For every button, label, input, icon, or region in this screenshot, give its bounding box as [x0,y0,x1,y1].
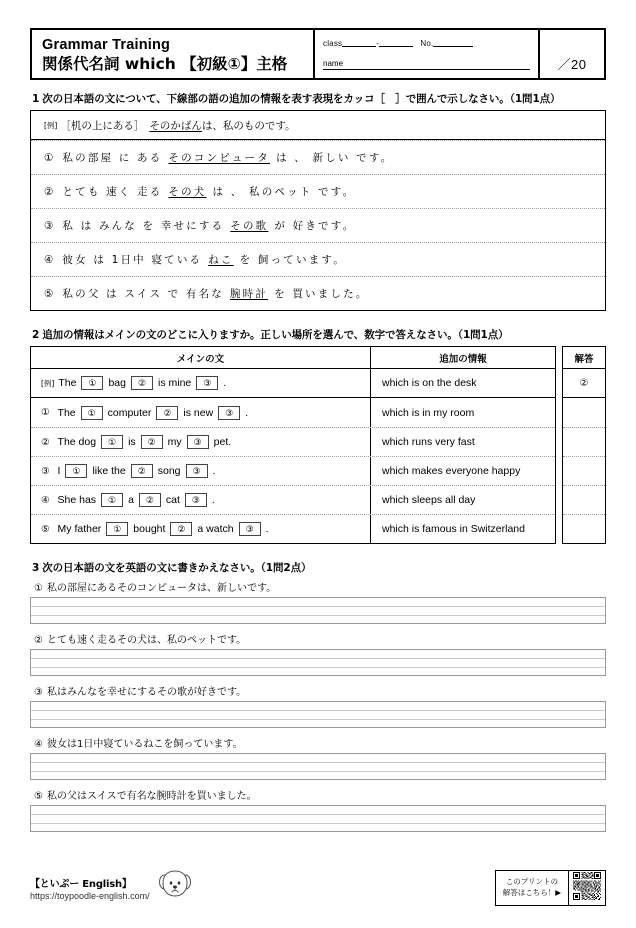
worksheet-footer [30,869,606,906]
answer-cell[interactable] [563,485,605,514]
main-sentence-cell [31,515,371,543]
section1-row[interactable] [31,174,605,208]
question-number: ⑤ [34,791,43,802]
slot-1[interactable]: ① [106,522,128,536]
answer-writing-box[interactable] [30,649,606,676]
column-header-info: 追加の情報 [439,353,487,365]
sentence-part-4: . [223,377,227,389]
additional-info-cell: which makes everyone happy [382,465,521,477]
question-japanese: とても速く走るその犬は、私のペットです。 [46,635,247,646]
question-number: ③ [34,687,43,698]
rule-line [31,607,605,616]
row-underlined: そのコンピュータ [168,152,271,164]
row-underlined: ねこ [208,254,234,266]
title-japanese: 関係代名詞 which 【初級①】主格 [42,54,288,73]
row-number: ③ [41,465,50,477]
question-japanese: 私はみんなを幸せにするその歌が好きです。 [46,687,247,698]
rule-line [31,806,605,815]
sentence-part-2: computer [107,406,152,419]
answer-column-header: 解答 [563,347,605,369]
section1-row[interactable] [31,242,605,276]
sentence-part-4: . [212,465,216,477]
answer-writing-box[interactable] [30,597,606,624]
table-header-row [31,347,555,369]
section2-heading [32,327,606,342]
slot-3[interactable]: ③ [239,522,261,536]
table-row[interactable] [31,427,555,456]
additional-info-cell: which is famous in Switzerland [382,523,525,535]
section1-row[interactable] [31,208,605,242]
section1-number: 1 [32,93,40,105]
score-block [540,30,604,78]
slot-3[interactable]: ③ [218,406,240,420]
brand-block [30,869,192,906]
poodle-dog-icon [158,869,192,904]
sentence-part-2: like the [92,465,126,477]
qr-caption-line1: このプリントの [505,877,558,887]
row-underlined: その歌 [230,220,269,232]
question-text [34,787,606,802]
name-label: name [323,59,344,68]
section3-item [30,579,606,624]
row-number: ① [44,151,54,164]
row-number: ⑤ [41,523,50,535]
sentence-part-1: The [58,377,77,389]
class-blank[interactable] [342,38,376,47]
answer-cell[interactable] [563,398,605,427]
table-row[interactable] [31,398,555,427]
rule-line [31,824,605,833]
section3-item [30,787,606,832]
slot-1[interactable]: ① [81,376,103,390]
sentence-part-3: a watch [197,523,234,535]
section3-item [30,735,606,780]
row-number: ④ [44,253,54,266]
rule-line [31,772,605,781]
row-underlined: 腕時計 [229,288,269,300]
section1-box [30,110,606,311]
answer-cell[interactable] [563,427,605,456]
example-bracketed: ［机の上にある］ [60,119,145,132]
main-sentence-cell [31,398,371,427]
qr-caption-line2: 解答はこちら！▶ [502,888,561,897]
additional-info-cell: which is on the desk [382,377,477,389]
rule-line [31,763,605,772]
section1-heading [32,91,606,106]
row-number: ④ [41,494,50,506]
rule-line [31,754,605,763]
sentence-part-3: is mine [157,377,192,389]
row-pre: 私の父 は スイス で 有名な [62,288,224,300]
example-tail: は、私のものです。 [201,119,296,132]
slot-2[interactable]: ② [131,376,153,390]
slot-3[interactable]: ③ [196,376,218,390]
brand-name: 【といぷー English】 [30,878,132,890]
sentence-part-1: She has [57,494,97,506]
row-number: ③ [44,219,54,232]
class-label: class [323,39,343,48]
slot-3[interactable]: ③ [186,464,208,478]
row-number: [例] [41,378,55,388]
question-number: ④ [34,739,43,750]
sentence-part-2: a [128,494,134,506]
table-row [31,369,555,398]
question-number: ① [34,583,43,594]
main-sentence-cell [31,457,371,485]
question-text [34,579,606,594]
section3-heading [32,560,606,575]
question-number: ② [34,635,43,646]
question-japanese: 彼女は1日中寝ているねこを飼っています。 [46,739,243,750]
example-marker: [例] [44,120,58,130]
row-pre: 彼女 は 1日中 寝ている [62,254,203,266]
table-row[interactable] [31,456,555,485]
no-label: No. [420,39,434,48]
row-post: は 、 新しい です。 [276,152,394,164]
answer-cell[interactable] [563,514,605,543]
class-number-row [323,38,530,50]
rule-line [31,659,605,668]
answer-writing-box[interactable] [30,805,606,832]
row-post: を 飼っています。 [239,254,346,266]
score-total: ／20 [557,57,587,72]
student-info-block [315,30,540,78]
answer-cell[interactable] [563,456,605,485]
additional-info-cell: which sleeps all day [382,494,476,506]
main-sentence-cell [31,486,371,514]
row-post: が 好きです。 [274,220,356,232]
table-row[interactable] [31,514,555,543]
answer-writing-box[interactable] [30,701,606,728]
name-row[interactable] [323,59,530,70]
section3-number: 3 [32,562,40,574]
section3-instruction: 次の日本語の文を英語の文に書きかえなさい。（1問2点） [42,562,312,574]
slot-1[interactable]: ① [65,464,87,478]
row-number: ① [41,407,50,418]
question-text [34,631,606,646]
sentence-part-1: I [57,465,61,477]
row-pre: 私 は みんな を 幸せにする [62,220,225,232]
section1-instruction: 次の日本語の文について、下線部の語の追加の情報を表す表現をカッコ［ ］で囲んで示しなさい。（1問1点） [42,93,561,105]
section2-instruction: 追加の情報はメインの文のどこに入りますか。正しい場所を選んで、数字で答えなさい。（1問1点） [42,329,509,341]
answer-column [562,346,606,544]
brand-url[interactable]: https://toypoodle-english.com/ [30,890,150,901]
main-sentence-cell [31,428,371,456]
section2-table [30,346,556,544]
slot-2[interactable]: ② [131,464,153,478]
sentence-part-1: My father [57,523,102,535]
row-pre: とても 速く 走る [62,186,163,198]
slot-1[interactable]: ① [81,406,103,420]
table-row[interactable] [31,485,555,514]
rule-line [31,668,605,677]
sentence-part-4: . [211,494,215,506]
section3-item [30,631,606,676]
row-number: ② [44,185,54,198]
rule-line [31,815,605,824]
title-english: Grammar Training [42,36,171,53]
column-header-main: メインの文 [31,347,371,368]
slot-1[interactable]: ① [101,493,123,507]
row-post: を 買いました。 [274,288,369,300]
qr-code-icon[interactable] [569,869,605,908]
section2-table-wrap [30,346,606,544]
additional-info-cell: which is in my room [382,406,475,419]
sentence-part-4: pet. [213,436,232,448]
sentence-part-4: . [265,523,269,535]
sentence-part-1: The [57,406,76,419]
rule-line [31,616,605,625]
slot-2[interactable]: ② [170,522,192,536]
sentence-part-1: The dog [57,436,97,448]
section2-number: 2 [32,329,40,341]
row-number: ⑤ [44,287,54,300]
section1-row[interactable] [31,276,605,310]
example-underlined: そのかばん [149,119,202,132]
class-separator: - [376,39,380,48]
class-blank-2[interactable] [379,38,413,47]
question-text [34,683,606,698]
row-number: ② [41,436,50,448]
sentence-part-3: song [157,465,181,477]
row-underlined: その犬 [168,186,207,198]
section1-example-row [31,111,605,140]
additional-info-cell: which runs very fast [382,436,475,448]
sentence-part-2: is [128,436,136,448]
no-blank[interactable] [433,38,473,47]
rule-line [31,650,605,659]
question-japanese: 私の部屋にあるそのコンピュータは、新しいです。 [46,583,277,594]
answer-qr-block[interactable] [495,870,606,906]
question-japanese: 私の父はスイスで有名な腕時計を買いました。 [46,791,257,802]
slot-2[interactable]: ② [141,435,163,449]
section3-item [30,683,606,728]
question-text [34,735,606,750]
answer-cell-example: ② [563,369,605,398]
slot-2[interactable]: ② [139,493,161,507]
rule-line [31,711,605,720]
sentence-part-3: cat [165,494,180,506]
sentence-part-2: bag [108,377,126,389]
title-block [32,30,315,78]
slot-3[interactable]: ③ [185,493,207,507]
answer-writing-box[interactable] [30,753,606,780]
sentence-part-3: is new [183,406,214,419]
slot-3[interactable]: ③ [187,435,209,449]
rule-line [31,702,605,711]
rule-line [31,598,605,607]
worksheet-header [30,28,606,80]
rule-line [31,720,605,729]
slot-1[interactable]: ① [101,435,123,449]
worksheet-page [0,28,636,928]
sentence-part-2: bought [133,523,166,535]
sentence-part-4: . [245,406,249,419]
row-pre: 私の部屋 に ある [62,152,163,164]
brand-text [30,875,150,901]
slot-2[interactable]: ② [156,406,178,420]
row-post: は 、 私のペット です。 [212,186,356,198]
main-sentence-cell [31,369,371,397]
section1-row[interactable] [31,140,605,174]
sentence-part-3: my [167,436,182,448]
